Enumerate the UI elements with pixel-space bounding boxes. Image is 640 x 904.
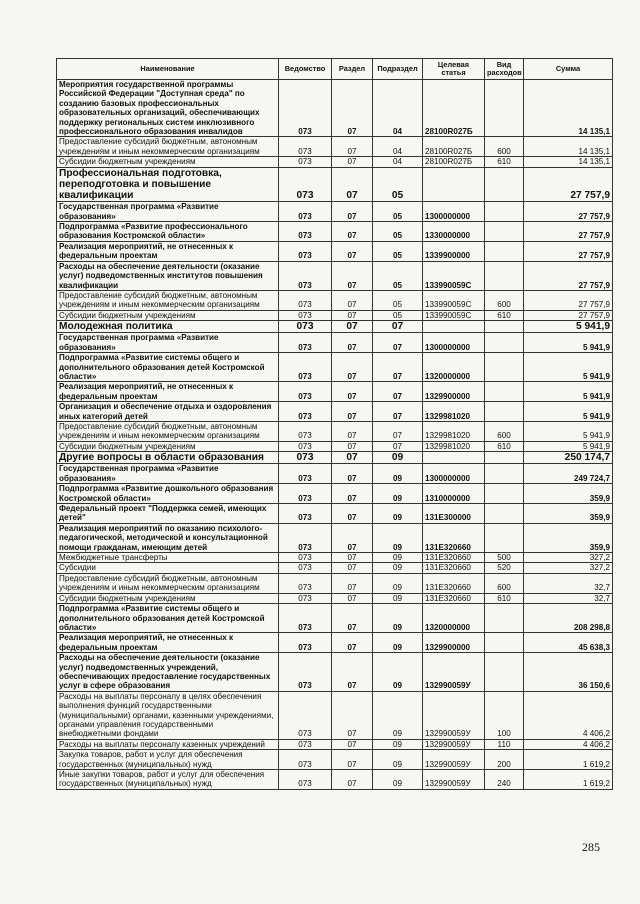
cell-subsection: 07 bbox=[373, 333, 423, 353]
cell-dept: 073 bbox=[279, 452, 332, 464]
table-row bbox=[57, 80, 613, 137]
cell-dept: 073 bbox=[279, 504, 332, 524]
cell-expense-type bbox=[485, 402, 524, 422]
cell-target: 1329900000 bbox=[423, 633, 485, 653]
cell-target bbox=[423, 321, 485, 333]
cell-dept: 073 bbox=[279, 553, 332, 563]
cell-section: 07 bbox=[332, 167, 373, 202]
cell-name: Предоставление субсидий бюджетным, автономным учреждениям и иным некоммерческим организациям bbox=[57, 422, 279, 442]
cell-expense-type bbox=[485, 464, 524, 484]
cell-expense-type bbox=[485, 261, 524, 290]
cell-section: 07 bbox=[332, 241, 373, 261]
cell-subsection: 09 bbox=[373, 452, 423, 464]
cell-expense-type: 600 bbox=[485, 573, 524, 593]
table-row bbox=[57, 739, 613, 749]
cell-subsection: 04 bbox=[373, 80, 423, 137]
cell-section: 07 bbox=[332, 137, 373, 157]
cell-target: 131Е300000 bbox=[423, 504, 485, 524]
table-row bbox=[57, 353, 613, 382]
cell-name: Реализация мероприятий, не отнесенных к федеральным проектам bbox=[57, 633, 279, 653]
cell-target: 1329981020 bbox=[423, 422, 485, 442]
table-header-row bbox=[57, 59, 613, 80]
cell-name: Реализация мероприятий, не отнесенных к федеральным проектам bbox=[57, 241, 279, 261]
cell-name: Подпрограмма «Развитие системы общего и дополнительного образования детей Костромской области» bbox=[57, 353, 279, 382]
cell-name: Подпрограмма «Развитие дошкольного образования Костромской области» bbox=[57, 484, 279, 504]
cell-dept: 073 bbox=[279, 402, 332, 422]
cell-section: 07 bbox=[332, 202, 373, 222]
cell-dept: 073 bbox=[279, 321, 332, 333]
cell-subsection: 05 bbox=[373, 310, 423, 320]
header-sum: Сумма bbox=[524, 59, 613, 80]
cell-section: 07 bbox=[332, 633, 373, 653]
cell-target: 1339900000 bbox=[423, 241, 485, 261]
cell-subsection: 04 bbox=[373, 137, 423, 157]
cell-name: Мероприятия государственной программы Российской Федерации "Доступная среда" по созданию базовых профессиональных образовательных организаций, обеспечивающих поддержку региональных систем инклюзивного профессионального образования инвалидов bbox=[57, 80, 279, 137]
cell-subsection: 05 bbox=[373, 241, 423, 261]
cell-dept: 073 bbox=[279, 80, 332, 137]
cell-name: Молодежная политика bbox=[57, 321, 279, 333]
cell-expense-type bbox=[485, 523, 524, 552]
cell-subsection: 09 bbox=[373, 563, 423, 573]
cell-subsection: 09 bbox=[373, 553, 423, 563]
cell-subsection: 09 bbox=[373, 739, 423, 749]
cell-name: Субсидии бюджетным учреждениям bbox=[57, 593, 279, 603]
cell-dept: 073 bbox=[279, 633, 332, 653]
cell-dept: 073 bbox=[279, 222, 332, 242]
cell-expense-type bbox=[485, 222, 524, 242]
cell-target bbox=[423, 167, 485, 202]
cell-target: 133990059С bbox=[423, 261, 485, 290]
cell-name: Предоставление субсидий бюджетным, автономным учреждениям и иным некоммерческим организациям bbox=[57, 290, 279, 310]
cell-expense-type bbox=[485, 167, 524, 202]
table-row bbox=[57, 310, 613, 320]
cell-dept: 073 bbox=[279, 333, 332, 353]
cell-sum: 359,9 bbox=[524, 523, 613, 552]
cell-dept: 073 bbox=[279, 770, 332, 790]
cell-name: Реализация мероприятий по оказанию психолого-педагогической, методической и консультационной помощи гражданам, имеющим детей bbox=[57, 523, 279, 552]
table-row bbox=[57, 157, 613, 167]
cell-expense-type bbox=[485, 202, 524, 222]
table-row bbox=[57, 321, 613, 333]
cell-section: 07 bbox=[332, 563, 373, 573]
cell-subsection: 05 bbox=[373, 202, 423, 222]
cell-section: 07 bbox=[332, 573, 373, 593]
cell-dept: 073 bbox=[279, 604, 332, 633]
cell-sum: 5 941,9 bbox=[524, 333, 613, 353]
cell-dept: 073 bbox=[279, 310, 332, 320]
table-row bbox=[57, 137, 613, 157]
cell-sum: 250 174,7 bbox=[524, 452, 613, 464]
table-row bbox=[57, 241, 613, 261]
cell-target: 1329981020 bbox=[423, 441, 485, 451]
cell-target: 133990059С bbox=[423, 290, 485, 310]
cell-sum: 1 619,2 bbox=[524, 750, 613, 770]
table-row bbox=[57, 633, 613, 653]
cell-name: Профессиональная подготовка, переподготовка и повышение квалификации bbox=[57, 167, 279, 202]
cell-expense-type: 600 bbox=[485, 137, 524, 157]
cell-name: Государственная программа «Развитие образования» bbox=[57, 464, 279, 484]
cell-section: 07 bbox=[332, 523, 373, 552]
table-row bbox=[57, 750, 613, 770]
cell-sum: 32,7 bbox=[524, 593, 613, 603]
cell-subsection: 09 bbox=[373, 573, 423, 593]
cell-sum: 27 757,9 bbox=[524, 222, 613, 242]
cell-subsection: 05 bbox=[373, 261, 423, 290]
cell-section: 07 bbox=[332, 653, 373, 692]
cell-section: 07 bbox=[332, 441, 373, 451]
cell-name: Расходы на выплаты персоналу казенных учреждений bbox=[57, 739, 279, 749]
cell-target: 1300000000 bbox=[423, 202, 485, 222]
cell-target: 131Е320660 bbox=[423, 593, 485, 603]
cell-target: 131Е320660 bbox=[423, 523, 485, 552]
cell-dept: 073 bbox=[279, 167, 332, 202]
table-row bbox=[57, 573, 613, 593]
cell-expense-type: 610 bbox=[485, 310, 524, 320]
cell-sum: 32,7 bbox=[524, 573, 613, 593]
cell-dept: 073 bbox=[279, 464, 332, 484]
cell-dept: 073 bbox=[279, 691, 332, 739]
cell-dept: 073 bbox=[279, 750, 332, 770]
table-row bbox=[57, 593, 613, 603]
cell-name: Предоставление субсидий бюджетным, автономным учреждениям и иным некоммерческим организациям bbox=[57, 137, 279, 157]
cell-sum: 5 941,9 bbox=[524, 382, 613, 402]
cell-subsection: 09 bbox=[373, 653, 423, 692]
cell-expense-type: 100 bbox=[485, 691, 524, 739]
cell-target: 132990059У bbox=[423, 653, 485, 692]
cell-expense-type bbox=[485, 353, 524, 382]
cell-name: Федеральный проект "Поддержка семей, имеющих детей" bbox=[57, 504, 279, 524]
table-row bbox=[57, 653, 613, 692]
cell-section: 07 bbox=[332, 382, 373, 402]
cell-section: 07 bbox=[332, 464, 373, 484]
cell-section: 07 bbox=[332, 691, 373, 739]
cell-name: Субсидии бюджетным учреждениям bbox=[57, 441, 279, 451]
table-row bbox=[57, 452, 613, 464]
cell-name: Государственная программа «Развитие образования» bbox=[57, 333, 279, 353]
cell-subsection: 09 bbox=[373, 750, 423, 770]
cell-target: 1310000000 bbox=[423, 484, 485, 504]
cell-section: 07 bbox=[332, 402, 373, 422]
cell-section: 07 bbox=[332, 353, 373, 382]
cell-sum: 45 638,3 bbox=[524, 633, 613, 653]
table-row bbox=[57, 402, 613, 422]
cell-sum: 36 150,6 bbox=[524, 653, 613, 692]
cell-dept: 073 bbox=[279, 523, 332, 552]
budget-page bbox=[56, 58, 612, 790]
cell-name: Закупка товаров, работ и услуг для обеспечения государственных (муниципальных) нужд bbox=[57, 750, 279, 770]
cell-section: 07 bbox=[332, 157, 373, 167]
cell-target: 131Е320660 bbox=[423, 553, 485, 563]
table-row bbox=[57, 167, 613, 202]
cell-target: 1320000000 bbox=[423, 604, 485, 633]
cell-name: Государственная программа «Развитие образования» bbox=[57, 202, 279, 222]
cell-sum: 14 135,1 bbox=[524, 157, 613, 167]
cell-target: 132990059У bbox=[423, 691, 485, 739]
cell-target: 132990059У bbox=[423, 770, 485, 790]
table-row bbox=[57, 382, 613, 402]
cell-sum: 1 619,2 bbox=[524, 770, 613, 790]
cell-target: 1329900000 bbox=[423, 382, 485, 402]
cell-subsection: 09 bbox=[373, 593, 423, 603]
table-row bbox=[57, 563, 613, 573]
cell-dept: 073 bbox=[279, 739, 332, 749]
cell-subsection: 09 bbox=[373, 633, 423, 653]
header-name: Наименование bbox=[57, 59, 279, 80]
cell-section: 07 bbox=[332, 261, 373, 290]
cell-name: Расходы на обеспечение деятельности (оказание услуг) подведомственных учреждений, обеспечивающих предоставление государственных услуг в сфере образования bbox=[57, 653, 279, 692]
cell-section: 07 bbox=[332, 750, 373, 770]
header-dept: Ведомство bbox=[279, 59, 332, 80]
cell-sum: 249 724,7 bbox=[524, 464, 613, 484]
cell-target: 28100R027Б bbox=[423, 137, 485, 157]
cell-name: Организация и обеспечение отдыха и оздоровления иных категорий детей bbox=[57, 402, 279, 422]
cell-dept: 073 bbox=[279, 653, 332, 692]
cell-subsection: 09 bbox=[373, 484, 423, 504]
cell-subsection: 09 bbox=[373, 504, 423, 524]
table-row bbox=[57, 604, 613, 633]
cell-subsection: 09 bbox=[373, 691, 423, 739]
cell-sum: 5 941,9 bbox=[524, 402, 613, 422]
cell-dept: 073 bbox=[279, 202, 332, 222]
cell-sum: 327,2 bbox=[524, 563, 613, 573]
cell-subsection: 04 bbox=[373, 157, 423, 167]
header-subsection: Подраздел bbox=[373, 59, 423, 80]
cell-subsection: 07 bbox=[373, 422, 423, 442]
table-row bbox=[57, 691, 613, 739]
table-row bbox=[57, 770, 613, 790]
cell-sum: 5 941,9 bbox=[524, 353, 613, 382]
cell-section: 07 bbox=[332, 321, 373, 333]
cell-sum: 27 757,9 bbox=[524, 290, 613, 310]
cell-sum: 4 406,2 bbox=[524, 739, 613, 749]
cell-section: 07 bbox=[332, 80, 373, 137]
cell-section: 07 bbox=[332, 739, 373, 749]
cell-dept: 073 bbox=[279, 157, 332, 167]
cell-name: Реализация мероприятий, не отнесенных к федеральным проектам bbox=[57, 382, 279, 402]
cell-subsection: 09 bbox=[373, 523, 423, 552]
cell-sum: 208 298,8 bbox=[524, 604, 613, 633]
table-row bbox=[57, 222, 613, 242]
cell-sum: 5 941,9 bbox=[524, 441, 613, 451]
cell-section: 07 bbox=[332, 504, 373, 524]
cell-expense-type bbox=[485, 321, 524, 333]
cell-expense-type bbox=[485, 633, 524, 653]
cell-expense-type: 500 bbox=[485, 553, 524, 563]
cell-sum: 27 757,9 bbox=[524, 261, 613, 290]
cell-subsection: 05 bbox=[373, 167, 423, 202]
cell-subsection: 07 bbox=[373, 353, 423, 382]
cell-name: Расходы на выплаты персоналу в целях обеспечения выполнения функций государственными (муниципальными) органами, казенными учреждениями, органами управления государственными внебюджетными фондами bbox=[57, 691, 279, 739]
cell-dept: 073 bbox=[279, 422, 332, 442]
cell-subsection: 05 bbox=[373, 290, 423, 310]
cell-target: 133990059С bbox=[423, 310, 485, 320]
table-body bbox=[57, 80, 613, 790]
cell-target: 1329981020 bbox=[423, 402, 485, 422]
cell-sum: 327,2 bbox=[524, 553, 613, 563]
cell-target: 131Е320660 bbox=[423, 563, 485, 573]
header-target: Целевая статья bbox=[423, 59, 485, 80]
cell-expense-type bbox=[485, 80, 524, 137]
cell-sum: 5 941,9 bbox=[524, 422, 613, 442]
cell-target: 1330000000 bbox=[423, 222, 485, 242]
cell-expense-type: 200 bbox=[485, 750, 524, 770]
cell-expense-type: 610 bbox=[485, 593, 524, 603]
cell-dept: 073 bbox=[279, 593, 332, 603]
cell-dept: 073 bbox=[279, 241, 332, 261]
cell-section: 07 bbox=[332, 593, 373, 603]
cell-name: Предоставление субсидий бюджетным, автономным учреждениям и иным некоммерческим организациям bbox=[57, 573, 279, 593]
cell-target: 132990059У bbox=[423, 750, 485, 770]
cell-name: Субсидии bbox=[57, 563, 279, 573]
cell-dept: 073 bbox=[279, 290, 332, 310]
cell-dept: 073 bbox=[279, 261, 332, 290]
cell-expense-type: 600 bbox=[485, 290, 524, 310]
cell-section: 07 bbox=[332, 310, 373, 320]
cell-name: Межбюджетные трансферты bbox=[57, 553, 279, 563]
cell-target bbox=[423, 452, 485, 464]
cell-target: 1320000000 bbox=[423, 353, 485, 382]
cell-expense-type bbox=[485, 382, 524, 402]
table-row bbox=[57, 290, 613, 310]
cell-subsection: 09 bbox=[373, 464, 423, 484]
table-row bbox=[57, 422, 613, 442]
cell-section: 07 bbox=[332, 222, 373, 242]
cell-name: Иные закупки товаров, работ и услуг для обеспечения государственных (муниципальных) нужд bbox=[57, 770, 279, 790]
cell-expense-type bbox=[485, 241, 524, 261]
cell-dept: 073 bbox=[279, 563, 332, 573]
cell-dept: 073 bbox=[279, 441, 332, 451]
cell-sum: 14 135,1 bbox=[524, 80, 613, 137]
cell-sum: 4 406,2 bbox=[524, 691, 613, 739]
table-row bbox=[57, 523, 613, 552]
cell-sum: 27 757,9 bbox=[524, 202, 613, 222]
cell-subsection: 07 bbox=[373, 441, 423, 451]
cell-subsection: 07 bbox=[373, 402, 423, 422]
table-row bbox=[57, 464, 613, 484]
cell-expense-type bbox=[485, 604, 524, 633]
cell-name: Субсидии бюджетным учреждениям bbox=[57, 310, 279, 320]
cell-section: 07 bbox=[332, 553, 373, 563]
cell-sum: 27 757,9 bbox=[524, 167, 613, 202]
cell-subsection: 09 bbox=[373, 604, 423, 633]
cell-expense-type bbox=[485, 333, 524, 353]
cell-dept: 073 bbox=[279, 353, 332, 382]
budget-table bbox=[56, 58, 613, 790]
cell-section: 07 bbox=[332, 484, 373, 504]
page-number: 285 bbox=[582, 840, 600, 854]
cell-expense-type bbox=[485, 452, 524, 464]
cell-sum: 27 757,9 bbox=[524, 241, 613, 261]
cell-expense-type: 240 bbox=[485, 770, 524, 790]
cell-sum: 14 135,1 bbox=[524, 137, 613, 157]
cell-subsection: 05 bbox=[373, 222, 423, 242]
cell-section: 07 bbox=[332, 770, 373, 790]
cell-section: 07 bbox=[332, 290, 373, 310]
cell-expense-type: 110 bbox=[485, 739, 524, 749]
cell-target: 132990059У bbox=[423, 739, 485, 749]
table-row bbox=[57, 553, 613, 563]
header-section: Раздел bbox=[332, 59, 373, 80]
cell-name: Расходы на обеспечение деятельности (оказание услуг) подведомственных институтов повышения квалификации bbox=[57, 261, 279, 290]
cell-dept: 073 bbox=[279, 484, 332, 504]
header-expense-type: Вид расходов bbox=[485, 59, 524, 80]
cell-sum: 359,9 bbox=[524, 504, 613, 524]
cell-target: 131Е320660 bbox=[423, 573, 485, 593]
cell-expense-type: 600 bbox=[485, 422, 524, 442]
cell-sum: 27 757,9 bbox=[524, 310, 613, 320]
cell-dept: 073 bbox=[279, 382, 332, 402]
cell-expense-type: 610 bbox=[485, 157, 524, 167]
cell-expense-type bbox=[485, 653, 524, 692]
cell-name: Другие вопросы в области образования bbox=[57, 452, 279, 464]
cell-expense-type bbox=[485, 484, 524, 504]
table-row bbox=[57, 333, 613, 353]
cell-target: 28100R027Б bbox=[423, 157, 485, 167]
cell-expense-type: 520 bbox=[485, 563, 524, 573]
cell-subsection: 07 bbox=[373, 382, 423, 402]
cell-section: 07 bbox=[332, 452, 373, 464]
cell-subsection: 09 bbox=[373, 770, 423, 790]
cell-name: Подпрограмма «Развитие системы общего и дополнительного образования детей Костромской области» bbox=[57, 604, 279, 633]
cell-target: 28100R027Б bbox=[423, 80, 485, 137]
cell-section: 07 bbox=[332, 422, 373, 442]
cell-name: Субсидии бюджетным учреждениям bbox=[57, 157, 279, 167]
table-row bbox=[57, 261, 613, 290]
table-row bbox=[57, 484, 613, 504]
cell-dept: 073 bbox=[279, 137, 332, 157]
table-row bbox=[57, 441, 613, 451]
cell-sum: 359,9 bbox=[524, 484, 613, 504]
cell-name: Подпрограмма «Развитие профессионального образования Костромской области» bbox=[57, 222, 279, 242]
cell-target: 1300000000 bbox=[423, 333, 485, 353]
cell-sum: 5 941,9 bbox=[524, 321, 613, 333]
cell-subsection: 07 bbox=[373, 321, 423, 333]
cell-dept: 073 bbox=[279, 573, 332, 593]
cell-expense-type: 610 bbox=[485, 441, 524, 451]
table-row bbox=[57, 202, 613, 222]
cell-expense-type bbox=[485, 504, 524, 524]
table-row bbox=[57, 504, 613, 524]
cell-target: 1300000000 bbox=[423, 464, 485, 484]
cell-section: 07 bbox=[332, 333, 373, 353]
cell-section: 07 bbox=[332, 604, 373, 633]
